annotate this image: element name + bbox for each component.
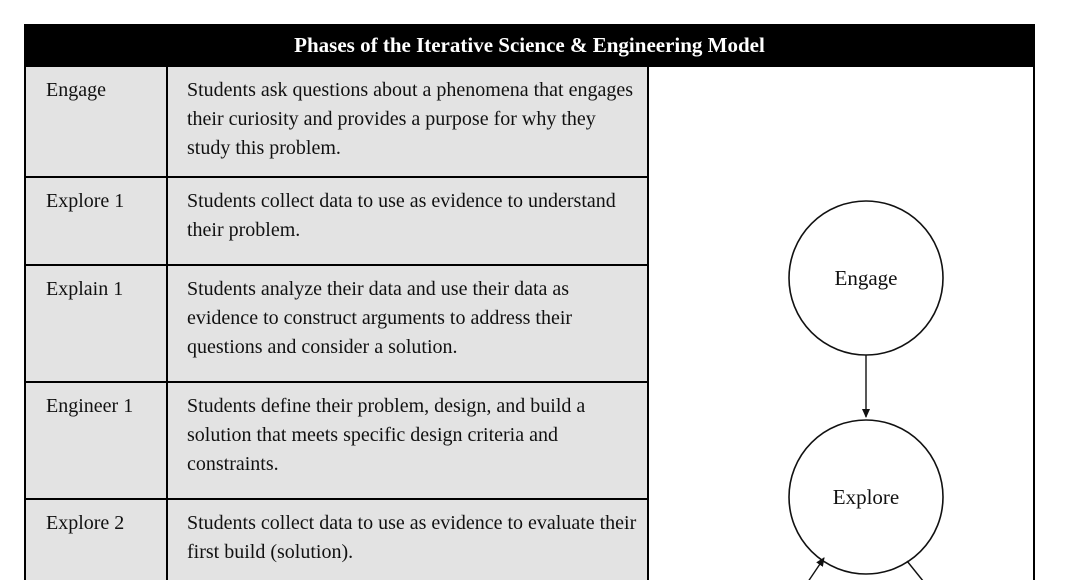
phases-table [26, 67, 649, 580]
phase-description: Students analyze their data and use their data as evidence to construct arguments to address their questions and consider a solution. [167, 265, 648, 382]
phase-cycle-svg [652, 67, 1035, 580]
phase-name: Engineer 1 [26, 382, 167, 499]
phase-description: Students ask questions about a phenomena that engages their curiosity and provides a purpose for why they study this problem. [167, 67, 648, 177]
table-title: Phases of the Iterative Science & Engineering Model [26, 24, 1033, 67]
table-row [26, 499, 648, 580]
phase-name: Explore 2 [26, 499, 167, 580]
phase-description: Students define their problem, design, and build a solution that meets specific design criteria and constraints. [167, 382, 648, 499]
explore-node-label: Explore [832, 485, 900, 509]
table-row [26, 177, 648, 265]
table-row [26, 265, 648, 382]
phase-cycle-diagram [652, 67, 1035, 580]
phase-name: Explore 1 [26, 177, 167, 265]
phase-description: Students collect data to use as evidence to evaluate their first build (solution). [167, 499, 648, 580]
phase-name: Engage [26, 67, 167, 177]
engage-node-label: Engage [834, 266, 898, 290]
phase-description: Students collect data to use as evidence to understand their problem. [167, 177, 648, 265]
table-row [26, 67, 648, 177]
return-arrow-into-explore [791, 558, 824, 580]
phases-table-frame [24, 24, 1035, 580]
phase-name: Explain 1 [26, 265, 167, 382]
outgoing-arrow-from-explore [907, 561, 944, 580]
table-row [26, 382, 648, 499]
